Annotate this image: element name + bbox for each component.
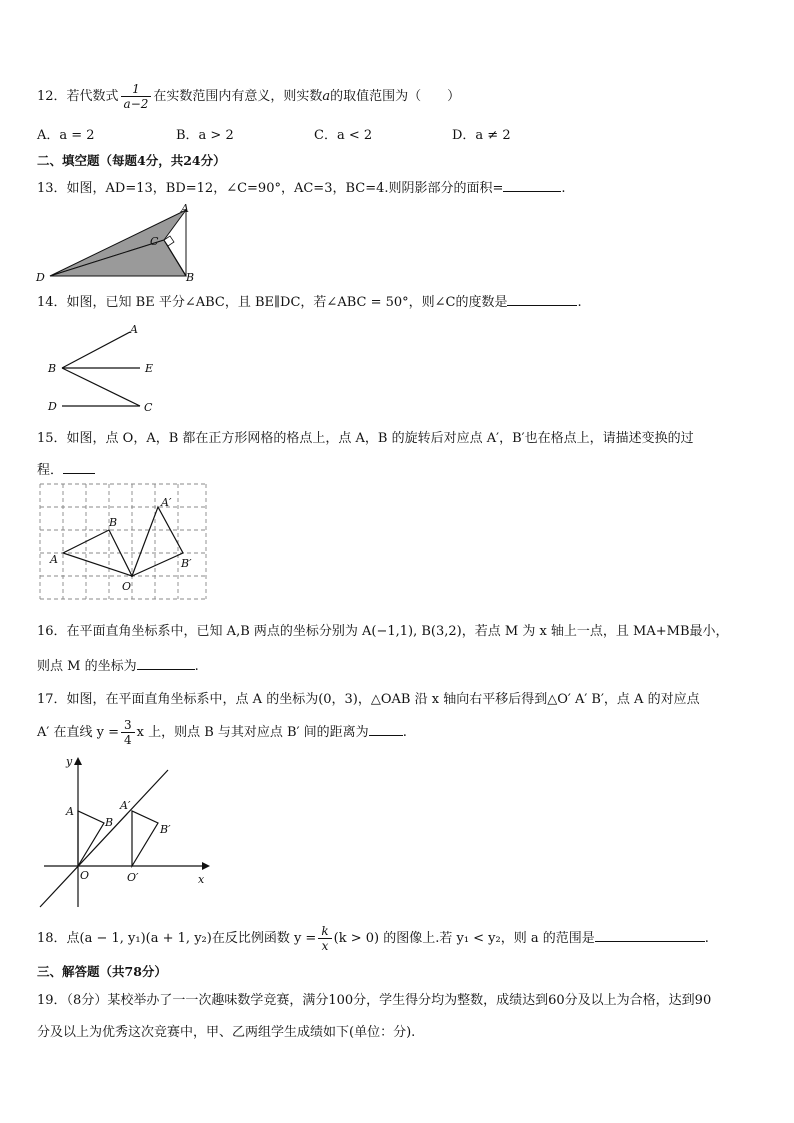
q16-answer-blank (137, 657, 195, 670)
question-17-line-2: A′ 在直线 y = $\frac{3}{4}$ x 上，则点 B 与其对应点 B′ 间的距离为 . (37, 718, 407, 747)
q15-label-a: A (50, 553, 58, 566)
q13-figure (30, 200, 210, 290)
q13-label-b: B (186, 271, 195, 284)
q12-post2: 的取值范围为（ ） (330, 89, 461, 104)
question-15-line-2: 程． (37, 459, 95, 478)
q12-option-a: A．a = 2 (37, 128, 95, 143)
q14-label-a: A (130, 323, 138, 336)
q14-answer-blank (507, 293, 577, 306)
q17-label-x: x (198, 873, 205, 886)
q12-option-d: D．a ≠ 2 (452, 128, 511, 143)
q14-label-b: B (48, 362, 57, 375)
question-13: 13．如图，AD=13，BD=12，∠C=90°，AC=3，BC=4.则阴影部分的面积= . (37, 181, 566, 196)
q15-label-b-prime: B′ (181, 557, 192, 570)
q12-option-b: B．a > 2 (176, 128, 234, 143)
q17-label-o-prime: O′ (127, 871, 139, 884)
q14-label-d: D (48, 400, 57, 413)
q14-figure (40, 320, 170, 415)
q12-post: 在实数范围内有意义，则实数 (153, 89, 323, 104)
q17-label-b: B (105, 816, 114, 829)
q17-label-a-prime: A′ (120, 799, 131, 812)
q17-label-o: O (80, 869, 90, 882)
q14-label-e: E (145, 362, 154, 375)
q18-answer-blank (595, 929, 705, 942)
q15-label-b: B (109, 516, 118, 529)
q12-option-c: C．a < 2 (314, 128, 373, 143)
q17-label-b-prime: B′ (160, 823, 171, 836)
q17-answer-blank (369, 723, 403, 736)
q14-label-c: C (144, 401, 153, 414)
question-19-line-1: 19．（8分）某校举办了一一次趣味数学竞赛，满分100分，学生得分均为整数，成绩达到60分及以上为合格，达到90 (37, 993, 712, 1008)
question-16-line-2: 则点 M 的坐标为 . (37, 659, 199, 674)
q15-label-o: O (122, 580, 132, 593)
section-2-heading: 二、填空题（每题4分，共24分） (37, 153, 226, 168)
q13-answer-blank (503, 179, 561, 192)
q15-answer-blank (63, 461, 95, 474)
question-18: 18．点(a − 1, y₁)(a + 1, y₂)在反比例函数 y = $\frac{k}{x}$ (k > 0) 的图像上.若 y₁ < y₂，则 a 的范围是 . (37, 924, 709, 953)
question-17-line-1: 17．如图，在平面直角坐标系中，点 A 的坐标为(0，3)，△OAB 沿 x 轴向右平移后得到△O′ A′ B′，点 A 的对应点 (37, 692, 700, 707)
q12-fraction: $\frac{1}{a-2}$ (121, 82, 152, 111)
question-16-line-1: 16．在平面直角坐标系中，已知 A,B 两点的坐标分别为 A(−1,1), B(3,2)，若点 M 为 x 轴上一点，且 MA+MB最小， (37, 624, 729, 639)
q12-pre: 12．若代数式 (37, 89, 119, 104)
section-3-heading: 三、解答题（共78分） (37, 964, 167, 979)
q13-label-a: A (181, 202, 189, 215)
q17-label-y: y (66, 755, 73, 768)
question-12: 12．若代数式 $\frac{1}{a-2}$ 在实数范围内有意义，则实数a的取值范围为（ ） (37, 82, 461, 111)
question-14: 14．如图，已知 BE 平分∠ABC，且 BE∥DC，若∠ABC = 50°，则∠C的度数是 . (37, 295, 582, 310)
question-19-line-2: 分及以上为优秀这次竞赛中，甲、乙两组学生成绩如下(单位：分). (37, 1025, 416, 1040)
q17-fraction: $\frac{3}{4}$ (121, 718, 135, 747)
q13-label-c: C (150, 235, 159, 248)
q13-label-d: D (36, 271, 45, 284)
q15-label-a-prime: A′ (161, 496, 172, 509)
question-15-line-1: 15．如图，点 O，A，B 都在正方形网格的格点上，点 A，B 的旋转后对应点 A′，B′也在格点上，请描述变换的过 (37, 431, 694, 446)
q18-fraction: $\frac{k}{x}$ (318, 924, 331, 953)
q17-label-a: A (66, 805, 74, 818)
q17-figure (36, 755, 216, 915)
q15-figure (36, 480, 211, 605)
